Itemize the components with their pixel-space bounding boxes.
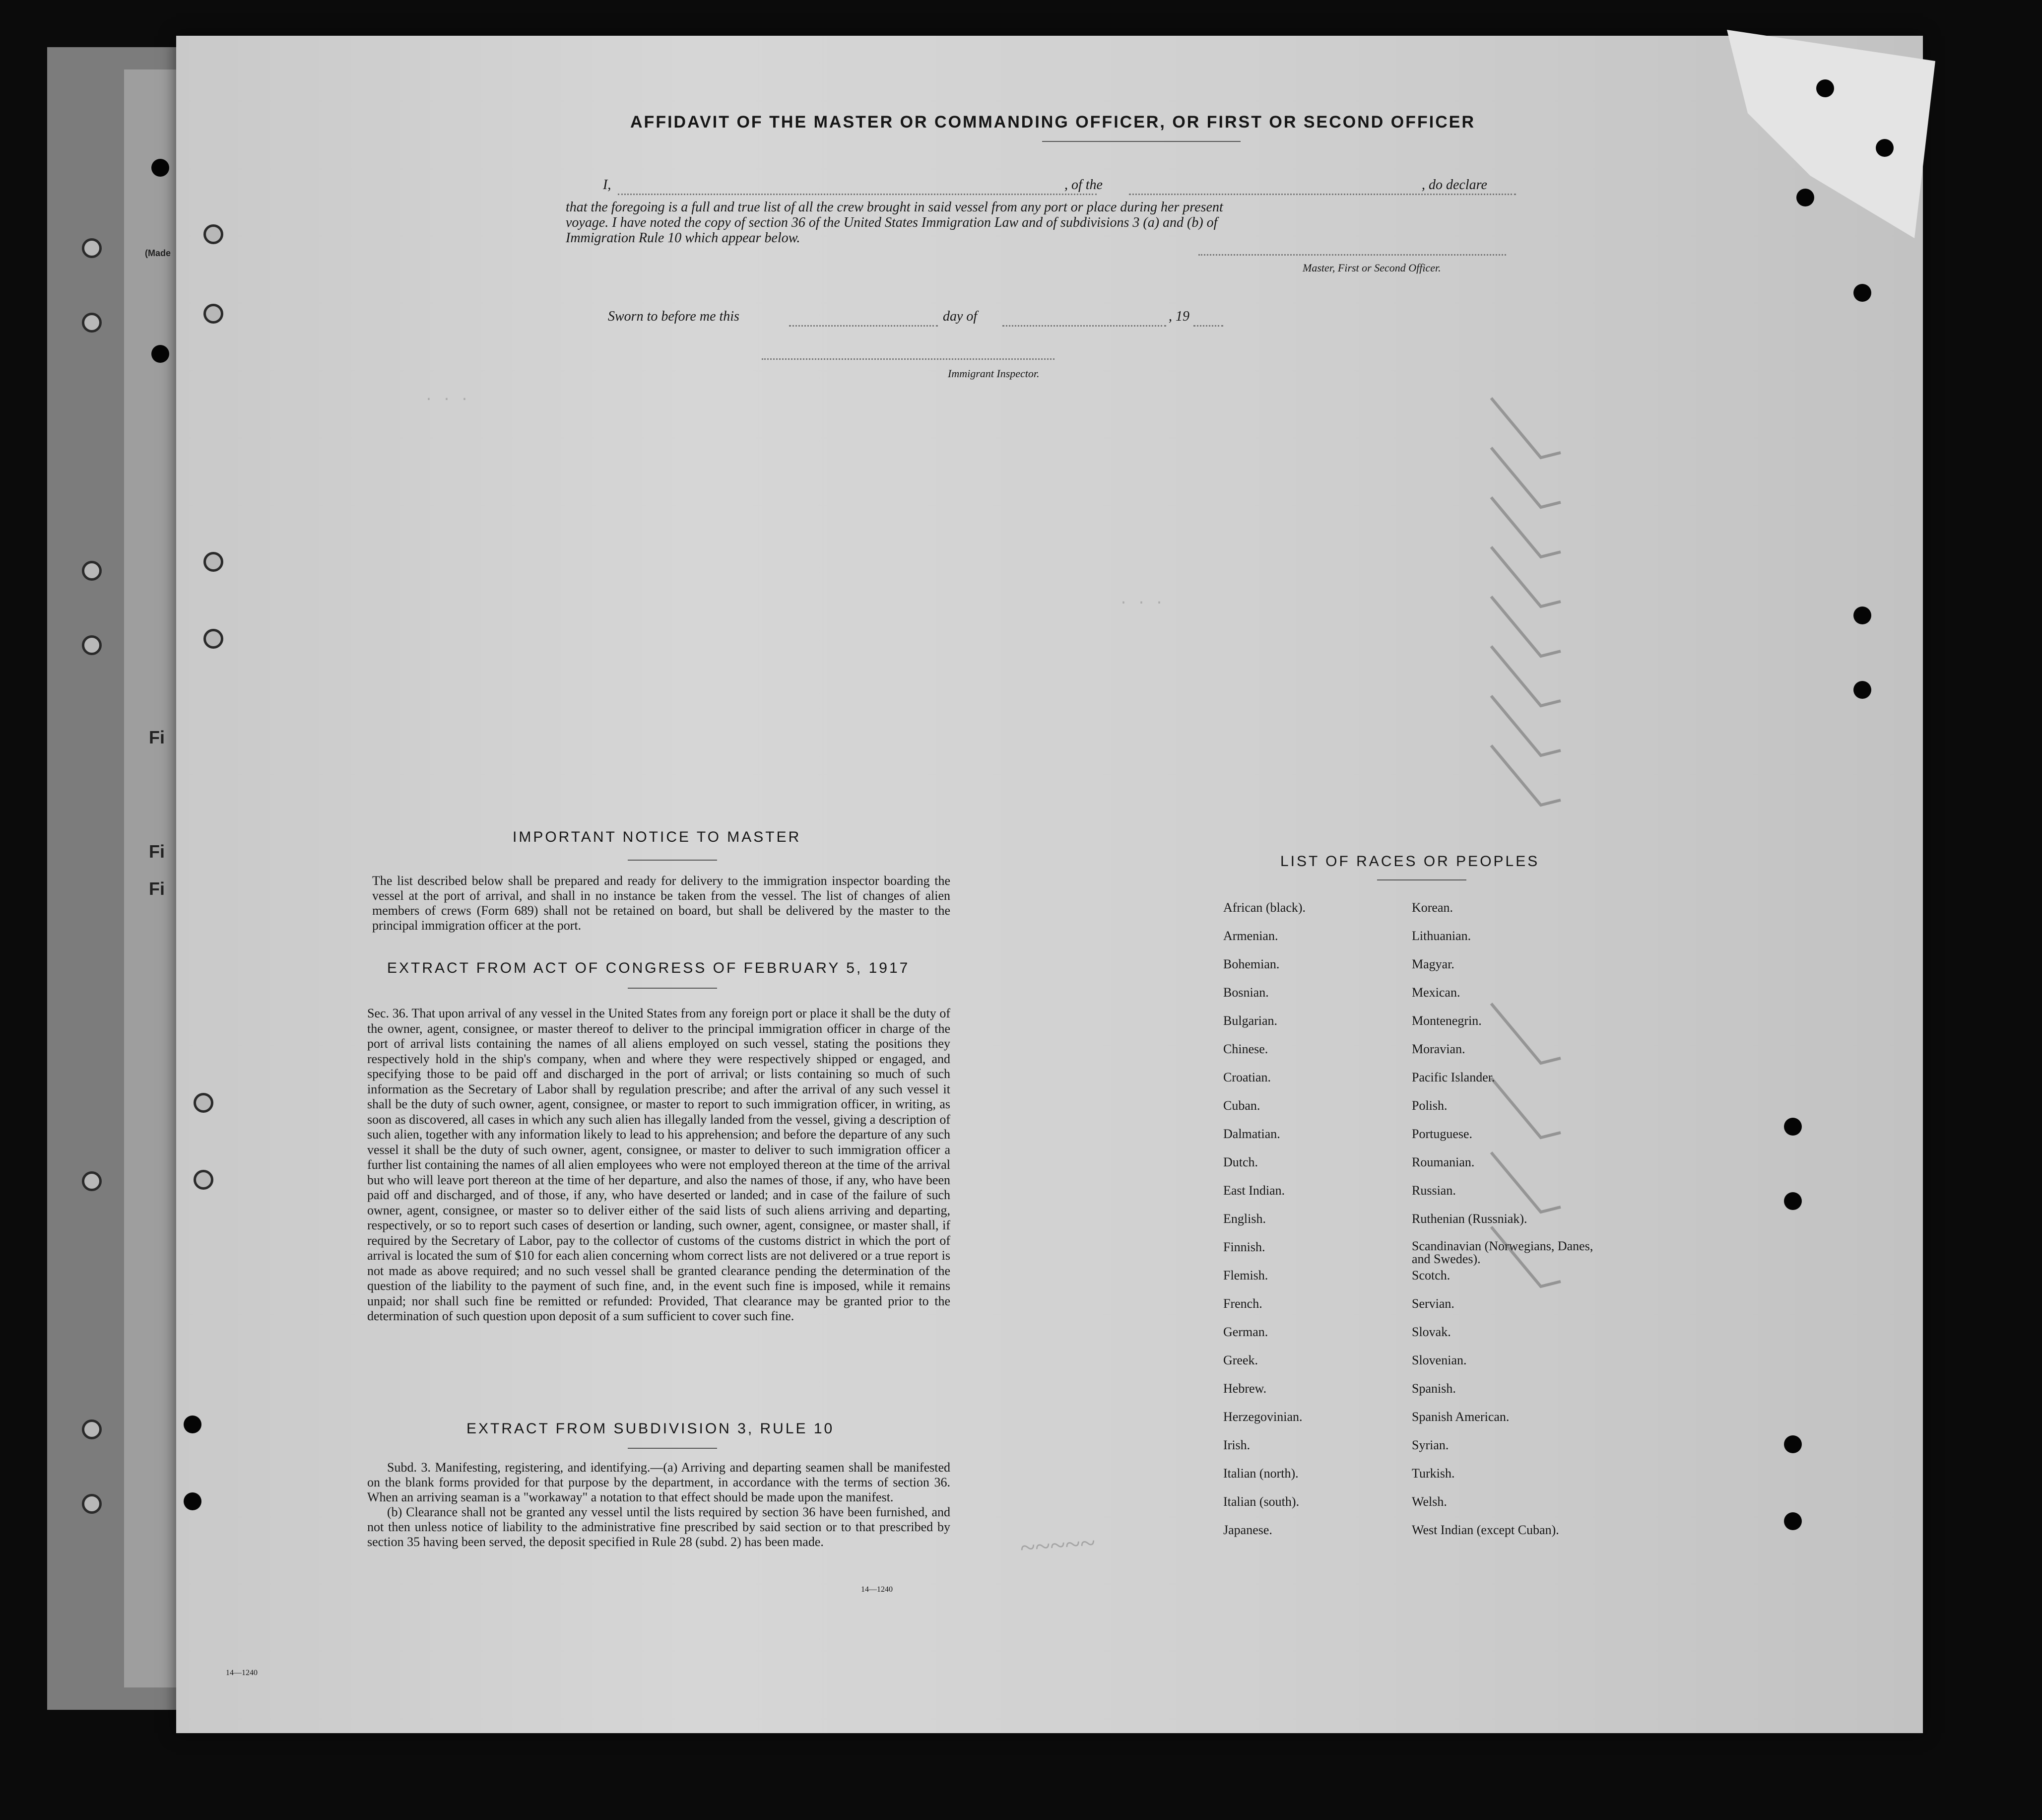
- rule-extract-body: [367, 1460, 950, 1550]
- race-item: Greek.: [1223, 1353, 1258, 1367]
- ghost-text-line: . . .: [1119, 592, 1164, 608]
- race-item: Hebrew.: [1223, 1381, 1267, 1396]
- race-item: East Indian.: [1223, 1183, 1285, 1198]
- race-item: English.: [1223, 1212, 1266, 1226]
- binder-ring-icon: [203, 629, 223, 649]
- punch-hole-icon: [1784, 1512, 1802, 1530]
- margin-made-text: (Made: [145, 248, 171, 258]
- act-extract-body: Sec. 36. That upon arrival of any vessel in the United States from any foreign port or place it shall be the duty of the owner, agent, consignee, or master thereof to deliver to the principal immigration officer in charge of the port of arrival lists containing the names of all aliens employed on such vessel, stating the positions they respectively hold in the ship's company, when and where they were respectively shipped or engaged, and specifying those to be paid off and discharged in the port of arrival; or lists containing so much of such information as the Secretary of Labor shall by regulation prescribe; and after the arrival of any such vessel it shall be the duty of such owner, agent, consignee, or master to report to such immigration officer, in writing, as soon as discovered, all cases in which any such alien has illegally landed from the vessel, giving a description of such alien, together with any information likely to lead to his apprehension; and before the departure of any such vessel it shall be the duty of such owner, agent, consignee, or master to deliver to such immigration officer a further list containing the names of all alien employees who were not employed thereon at the time of the arrival but who will leave port thereon at the time of her departure, and also the names of those, if any, who have been paid off and discharged, and of those, if any, who have deserted or landed; and in case of the failure of such owner, agent, consignee, or master so to deliver either of the said lists of such aliens arriving and departing, respectively, or so to report such cases of desertion or landing, such owner, agent, consignee, or master shall, if required by the Secretary of Labor, pay to the collector of customs of the customs district in which the port of arrival is located the sum of $10 for each alien concerning whom correct lists are not delivered or a true report is not made as above required; and no such vessel shall be granted clearance pending the determination of the question of the liability to the payment of such fine, and, in the event such fine is imposed, while it remains unpaid; nor shall such fine be remitted or refunded: Provided, That clearance may be granted prior to the determination of such question upon deposit of a sum sufficient to cover such fine.: [367, 1006, 950, 1323]
- binder-ring-icon: [82, 238, 102, 258]
- race-item: German.: [1223, 1325, 1268, 1339]
- race-item: Irish.: [1223, 1438, 1251, 1452]
- act-extract-title: EXTRACT FROM ACT OF CONGRESS OF FEBRUARY 5, 1917: [387, 960, 910, 976]
- title-underline: [1042, 141, 1241, 142]
- notice-divider: [628, 860, 717, 861]
- race-item: Flemish.: [1223, 1268, 1268, 1282]
- punch-hole-icon: [1816, 79, 1834, 97]
- race-item: Syrian.: [1412, 1438, 1449, 1452]
- race-item: Herzegovinian.: [1223, 1410, 1303, 1424]
- race-item: Roumanian.: [1412, 1155, 1475, 1169]
- pencil-scribble: ~~~~~: [1019, 1527, 1096, 1564]
- sworn-year-label: , 19: [1169, 309, 1189, 324]
- race-item: Servian.: [1412, 1296, 1454, 1311]
- race-item: West Indian (except Cuban).: [1412, 1523, 1559, 1537]
- races-divider: [1377, 879, 1466, 880]
- race-item: Armenian.: [1223, 929, 1278, 943]
- punch-hole-icon: [184, 1416, 201, 1433]
- binder-ring-icon: [82, 635, 102, 655]
- affidavit-of-the-label: , of the: [1064, 177, 1103, 193]
- race-item: Turkish.: [1412, 1466, 1455, 1481]
- punch-hole-icon: [1853, 284, 1871, 302]
- race-item: Slovak.: [1412, 1325, 1451, 1339]
- race-item: Japanese.: [1223, 1523, 1272, 1537]
- handwritten-check-marks: [1481, 383, 1640, 1525]
- race-item: Mexican.: [1412, 985, 1460, 1000]
- sworn-year-field: [1193, 325, 1223, 327]
- binder-ring-icon: [203, 552, 223, 572]
- race-item: Montenegrin.: [1412, 1013, 1482, 1028]
- race-item: Scotch.: [1412, 1268, 1450, 1282]
- rule-divider: [628, 1448, 717, 1449]
- notice-title: IMPORTANT NOTICE TO MASTER: [513, 829, 801, 845]
- punch-hole-icon: [151, 159, 169, 177]
- race-item: Cuban.: [1223, 1098, 1260, 1113]
- affidavit-line-3: voyage. I have noted the copy of section 36 of the United States Immigration Law and of subdivisions 3 (a) and (b) of: [566, 215, 1218, 230]
- vessel-name-field: [1129, 194, 1516, 195]
- punch-hole-icon: [1784, 1118, 1802, 1136]
- binder-ring-icon: [194, 1170, 213, 1190]
- form-page: [176, 36, 1923, 1733]
- margin-fi-text-3: Fi: [149, 878, 165, 899]
- binder-ring-icon: [203, 304, 223, 324]
- sworn-prefix-label: Sworn to before me this: [608, 309, 739, 324]
- affidavit-line-2: that the foregoing is a full and true list of all the crew brought in said vessel from any port or place during her present: [566, 200, 1223, 215]
- punch-hole-icon: [1876, 139, 1894, 157]
- affidavit-body: [566, 200, 1714, 246]
- races-title: LIST OF RACES OR PEOPLES: [1280, 853, 1540, 870]
- binder-ring-icon: [82, 1494, 102, 1514]
- sworn-month-field: [1002, 325, 1166, 327]
- race-item: Welsh.: [1412, 1494, 1447, 1509]
- sworn-day-field: [789, 325, 938, 327]
- rule-subdivision-b: (b) Clearance shall not be granted any vessel until the lists required by section 36 have been furnished, and not then unless notice of liability to the administrative fine prescribed by said section or to that prescribed by section 35 having been served, the deposit specified in Rule 28 (subd. 2) has been made.: [367, 1505, 950, 1549]
- race-item: Bosnian.: [1223, 985, 1269, 1000]
- race-item: Scandinavian (Norwegians, Danes, and Swedes).: [1412, 1239, 1593, 1266]
- race-item: Korean.: [1412, 900, 1453, 915]
- race-item: Croatian.: [1223, 1070, 1271, 1084]
- binder-ring-icon: [194, 1093, 213, 1113]
- binder-ring-icon: [82, 1171, 102, 1191]
- sworn-day-of-label: day of: [943, 309, 978, 324]
- race-item: Spanish American.: [1412, 1410, 1510, 1424]
- punch-hole-icon: [1853, 681, 1871, 699]
- race-item: Chinese.: [1223, 1042, 1268, 1056]
- punch-hole-icon: [1853, 607, 1871, 624]
- binder-ring-icon: [82, 561, 102, 581]
- race-item: Italian (north).: [1223, 1466, 1299, 1481]
- punch-hole-icon: [1796, 189, 1814, 206]
- inspector-signature-field: [762, 358, 1054, 360]
- race-item: Dutch.: [1223, 1155, 1258, 1169]
- affidavit-title: AFFIDAVIT OF THE MASTER OR COMMANDING OFFICER, OR FIRST OR SECOND OFFICER: [630, 113, 1475, 132]
- affidavit-i-label: I,: [603, 177, 611, 193]
- binder-ring-icon: [82, 313, 102, 333]
- punch-hole-icon: [151, 345, 169, 363]
- punch-hole-icon: [184, 1492, 201, 1510]
- race-item: Polish.: [1412, 1098, 1448, 1113]
- race-item: Magyar.: [1412, 957, 1454, 971]
- officer-signature-field: [1198, 254, 1506, 256]
- punch-hole-icon: [1784, 1435, 1802, 1453]
- race-item: French.: [1223, 1296, 1262, 1311]
- race-item: Finnish.: [1223, 1240, 1265, 1254]
- ghost-text-line: . . .: [424, 388, 469, 405]
- margin-fi-text-1: Fi: [149, 727, 165, 747]
- race-item: Bulgarian.: [1223, 1013, 1278, 1028]
- binder-ring-icon: [203, 224, 223, 244]
- bottom-form-number: 14—1240: [226, 1669, 258, 1677]
- punch-hole-icon: [1784, 1192, 1802, 1210]
- rule-form-number: 14—1240: [861, 1585, 893, 1594]
- race-item: Lithuanian.: [1412, 929, 1471, 943]
- race-item: Italian (south).: [1223, 1494, 1300, 1509]
- rule-extract-title: EXTRACT FROM SUBDIVISION 3, RULE 10: [466, 1420, 835, 1437]
- notice-body: The list described below shall be prepared and ready for delivery to the immigration inspector boarding the vessel at the port of arrival, and shall in no instance be taken from the vessel. The list of changes of alien members of crews (Form 689) shall not be retained on board, but shall be delivered by the master to the principal immigration officer at the port.: [372, 874, 950, 933]
- race-item: Ruthenian (Russniak).: [1412, 1212, 1527, 1226]
- margin-fi-text-2: Fi: [149, 841, 165, 862]
- race-item: Portuguese.: [1412, 1127, 1473, 1141]
- race-item: Slovenian.: [1412, 1353, 1467, 1367]
- race-item: African (black).: [1223, 900, 1306, 915]
- affidavit-do-declare-label: , do declare: [1422, 177, 1487, 193]
- signature-label: Master, First or Second Officer.: [1303, 262, 1441, 274]
- inspector-label: Immigrant Inspector.: [948, 367, 1040, 380]
- binder-ring-icon: [82, 1419, 102, 1439]
- act-divider: [628, 988, 717, 989]
- race-item: Russian.: [1412, 1183, 1456, 1198]
- officer-name-field: [618, 194, 1097, 195]
- race-item: Bohemian.: [1223, 957, 1280, 971]
- race-item: Moravian.: [1412, 1042, 1465, 1056]
- race-item: Dalmatian.: [1223, 1127, 1280, 1141]
- race-item: Spanish.: [1412, 1381, 1456, 1396]
- race-item: Pacific Islander.: [1412, 1070, 1495, 1084]
- rule-subdivision-a: Subd. 3. Manifesting, registering, and identifying.—(a) Arriving and departing seamen shall be manifested on the blank forms provided for that purpose by the department, in accordance with the terms of section 36. When an arriving seaman is a "workaway" a notation to that effect should be made upon the manifest.: [367, 1460, 950, 1504]
- affidavit-line-4: Immigration Rule 10 which appear below.: [566, 230, 800, 246]
